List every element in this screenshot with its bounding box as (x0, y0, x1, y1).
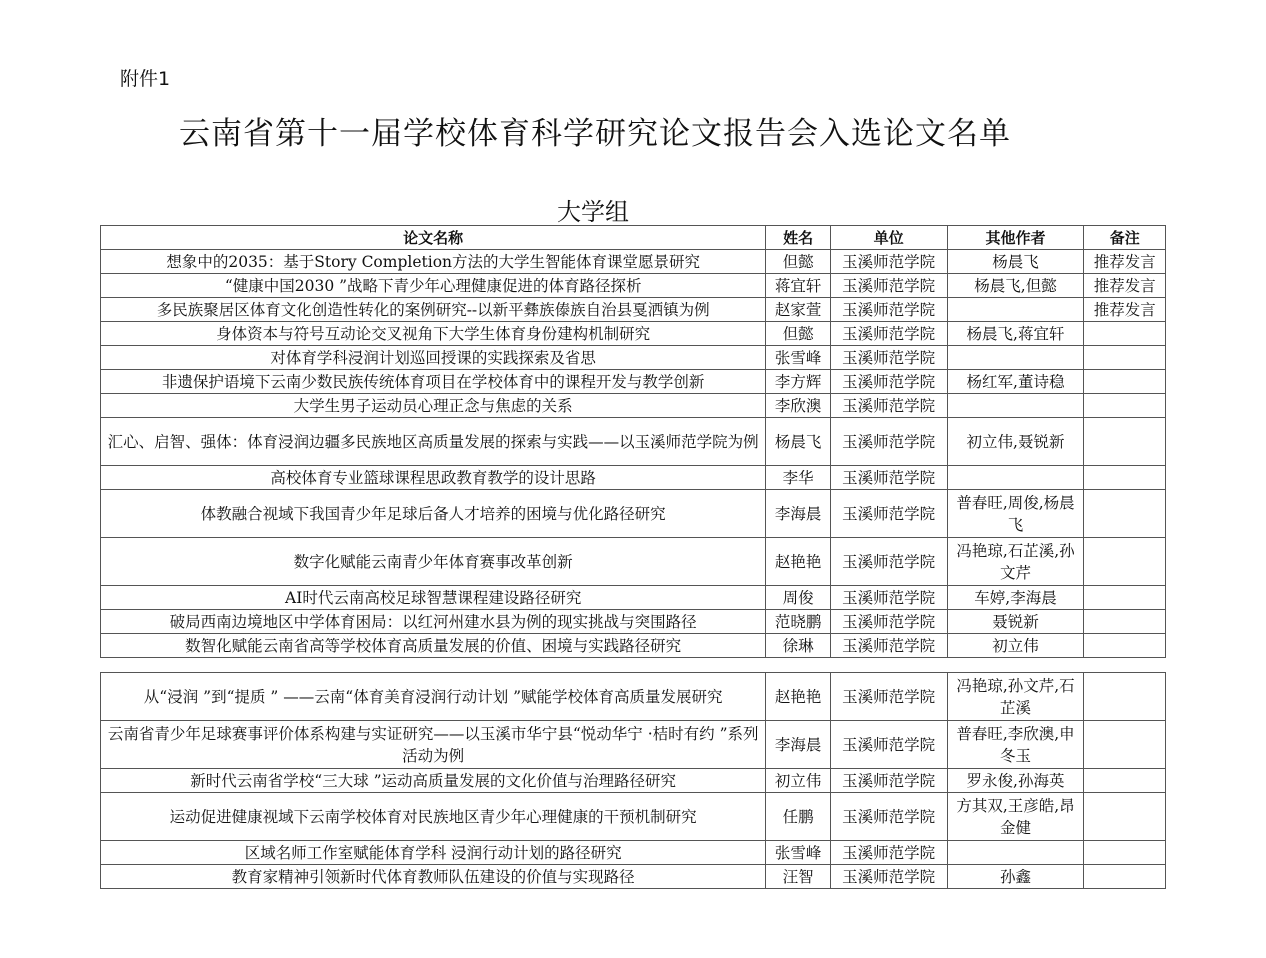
paper-title-cell: 想象中的2035：基于Story Completion方法的大学生智能体育课堂愿景研究 (101, 250, 766, 274)
author-name-cell: 张雪峰 (766, 346, 830, 370)
unit-cell: 玉溪师范学院 (830, 298, 947, 322)
author-name-cell: 李海晨 (766, 490, 830, 538)
coauthors-cell: 初立伟,聂锐新 (947, 418, 1084, 466)
table-row (101, 490, 1166, 538)
note-cell (1084, 394, 1166, 418)
table-row (101, 322, 1166, 346)
table-row (101, 793, 1166, 841)
coauthors-cell: 杨晨飞,但懿 (947, 274, 1084, 298)
note-cell (1084, 418, 1166, 466)
author-name-cell: 杨晨飞 (766, 418, 830, 466)
author-name-cell: 初立伟 (766, 769, 830, 793)
author-name-cell: 汪智 (766, 865, 830, 889)
coauthors-cell: 冯艳琼,孙文芹,石芷溪 (947, 673, 1084, 721)
note-cell (1084, 490, 1166, 538)
unit-cell: 玉溪师范学院 (830, 466, 947, 490)
note-cell (1084, 769, 1166, 793)
unit-cell: 玉溪师范学院 (830, 793, 947, 841)
coauthors-cell (947, 346, 1084, 370)
unit-cell: 玉溪师范学院 (830, 841, 947, 865)
paper-title-cell: 汇心、启智、强体：体育浸润边疆多民族地区高质量发展的探索与实践——以玉溪师范学院为例 (101, 418, 766, 466)
paper-title-cell: 身体资本与符号互动论交叉视角下大学生体育身份建构机制研究 (101, 322, 766, 346)
note-cell: 推荐发言 (1084, 250, 1166, 274)
note-cell (1084, 793, 1166, 841)
author-name-cell: 赵艳艳 (766, 673, 830, 721)
unit-cell: 玉溪师范学院 (830, 610, 947, 634)
author-name-cell: 李方辉 (766, 370, 830, 394)
paper-title-cell: 从“浸润 ”到“提质 ” ——云南“体育美育浸润行动计划 ”赋能学校体育高质量发展研究 (101, 673, 766, 721)
header-title: 论文名称 (101, 226, 766, 250)
author-name-cell: 赵艳艳 (766, 538, 830, 586)
paper-title-cell: 体教融合视域下我国青少年足球后备人才培养的困境与优化路径研究 (101, 490, 766, 538)
note-cell (1084, 841, 1166, 865)
author-name-cell: 徐琳 (766, 634, 830, 658)
paper-title-cell: 多民族聚居区体育文化创造性转化的案例研究--以新平彝族傣族自治县戛洒镇为例 (101, 298, 766, 322)
coauthors-cell: 孙鑫 (947, 865, 1084, 889)
note-cell: 推荐发言 (1084, 298, 1166, 322)
paper-title-cell: 教育家精神引领新时代体育教师队伍建设的价值与实现路径 (101, 865, 766, 889)
table-row (101, 466, 1166, 490)
table-row (101, 346, 1166, 370)
unit-cell: 玉溪师范学院 (830, 250, 947, 274)
note-cell (1084, 322, 1166, 346)
unit-cell: 玉溪师范学院 (830, 769, 947, 793)
note-cell (1084, 466, 1166, 490)
note-cell (1084, 370, 1166, 394)
paper-title-cell: 云南省青少年足球赛事评价体系构建与实证研究——以玉溪市华宁县“悦动华宁 ·桔时有约 ”系列活动为例 (101, 721, 766, 769)
note-cell (1084, 721, 1166, 769)
note-cell (1084, 586, 1166, 610)
coauthors-cell (947, 841, 1084, 865)
coauthors-cell: 聂锐新 (947, 610, 1084, 634)
coauthors-cell: 杨晨飞,蒋宜轩 (947, 322, 1084, 346)
paper-title-cell: 运动促进健康视域下云南学校体育对民族地区青少年心理健康的干预机制研究 (101, 793, 766, 841)
group-heading: 大学组 (557, 198, 629, 226)
coauthors-cell: 杨红军,董诗稳 (947, 370, 1084, 394)
table-row (101, 673, 1166, 721)
unit-cell: 玉溪师范学院 (830, 673, 947, 721)
attachment-label: 附件1 (120, 68, 171, 90)
author-name-cell: 张雪峰 (766, 841, 830, 865)
paper-title-cell: 新时代云南省学校“三大球 ”运动高质量发展的文化价值与治理路径研究 (101, 769, 766, 793)
table-row (101, 370, 1166, 394)
coauthors-cell: 初立伟 (947, 634, 1084, 658)
unit-cell: 玉溪师范学院 (830, 586, 947, 610)
coauthors-cell (947, 394, 1084, 418)
coauthors-cell (947, 466, 1084, 490)
coauthors-cell: 普春旺,周俊,杨晨飞 (947, 490, 1084, 538)
paper-title-cell: “健康中国2030 ”战略下青少年心理健康促进的体育路径探析 (101, 274, 766, 298)
note-cell (1084, 865, 1166, 889)
coauthors-cell: 方其双,王彦皓,昂金健 (947, 793, 1084, 841)
author-name-cell: 但懿 (766, 250, 830, 274)
table-row (101, 274, 1166, 298)
paper-table-1 (100, 225, 1166, 658)
table-row (101, 418, 1166, 466)
coauthors-cell: 车婷,李海晨 (947, 586, 1084, 610)
table-header-row (101, 226, 1166, 250)
unit-cell: 玉溪师范学院 (830, 322, 947, 346)
coauthors-cell (947, 298, 1084, 322)
paper-title-cell: 对体育学科浸润计划巡回授课的实践探索及省思 (101, 346, 766, 370)
paper-title-cell: AI时代云南高校足球智慧课程建设路径研究 (101, 586, 766, 610)
table-row (101, 250, 1166, 274)
coauthors-cell: 杨晨飞 (947, 250, 1084, 274)
table-row (101, 586, 1166, 610)
unit-cell: 玉溪师范学院 (830, 418, 947, 466)
unit-cell: 玉溪师范学院 (830, 490, 947, 538)
paper-title-cell: 数字化赋能云南青少年体育赛事改革创新 (101, 538, 766, 586)
unit-cell: 玉溪师范学院 (830, 394, 947, 418)
coauthors-cell: 罗永俊,孙海英 (947, 769, 1084, 793)
table-row (101, 538, 1166, 586)
coauthors-cell: 冯艳琼,石芷溪,孙文芹 (947, 538, 1084, 586)
paper-title-cell: 数智化赋能云南省高等学校体育高质量发展的价值、困境与实践路径研究 (101, 634, 766, 658)
paper-title-cell: 破局西南边境地区中学体育困局：以红河州建水县为例的现实挑战与突围路径 (101, 610, 766, 634)
table-row (101, 298, 1166, 322)
author-name-cell: 李欣澳 (766, 394, 830, 418)
note-cell (1084, 610, 1166, 634)
unit-cell: 玉溪师范学院 (830, 274, 947, 298)
author-name-cell: 李海晨 (766, 721, 830, 769)
note-cell (1084, 634, 1166, 658)
document-title: 云南省第十一届学校体育科学研究论文报告会入选论文名单 (179, 116, 1011, 152)
author-name-cell: 周俊 (766, 586, 830, 610)
table-row (101, 610, 1166, 634)
table-row (101, 394, 1166, 418)
note-cell (1084, 538, 1166, 586)
unit-cell: 玉溪师范学院 (830, 865, 947, 889)
header-coauthors: 其他作者 (947, 226, 1084, 250)
unit-cell: 玉溪师范学院 (830, 346, 947, 370)
unit-cell: 玉溪师范学院 (830, 634, 947, 658)
author-name-cell: 赵家萱 (766, 298, 830, 322)
paper-table-2 (100, 672, 1166, 889)
paper-title-cell: 区域名师工作室赋能体育学科 浸润行动计划的路径研究 (101, 841, 766, 865)
header-unit: 单位 (830, 226, 947, 250)
author-name-cell: 蒋宜轩 (766, 274, 830, 298)
table-row (101, 769, 1166, 793)
note-cell (1084, 673, 1166, 721)
table-row (101, 865, 1166, 889)
paper-title-cell: 非遗保护语境下云南少数民族传统体育项目在学校体育中的课程开发与教学创新 (101, 370, 766, 394)
author-name-cell: 李华 (766, 466, 830, 490)
table-row (101, 841, 1166, 865)
paper-title-cell: 大学生男子运动员心理正念与焦虑的关系 (101, 394, 766, 418)
author-name-cell: 范晓鹏 (766, 610, 830, 634)
author-name-cell: 但懿 (766, 322, 830, 346)
header-name: 姓名 (766, 226, 830, 250)
unit-cell: 玉溪师范学院 (830, 370, 947, 394)
coauthors-cell: 普春旺,李欣澳,申冬玉 (947, 721, 1084, 769)
paper-title-cell: 高校体育专业篮球课程思政教育教学的设计思路 (101, 466, 766, 490)
author-name-cell: 任鹏 (766, 793, 830, 841)
table-row (101, 721, 1166, 769)
note-cell (1084, 346, 1166, 370)
unit-cell: 玉溪师范学院 (830, 538, 947, 586)
unit-cell: 玉溪师范学院 (830, 721, 947, 769)
note-cell: 推荐发言 (1084, 274, 1166, 298)
header-note: 备注 (1084, 226, 1166, 250)
table-row (101, 634, 1166, 658)
